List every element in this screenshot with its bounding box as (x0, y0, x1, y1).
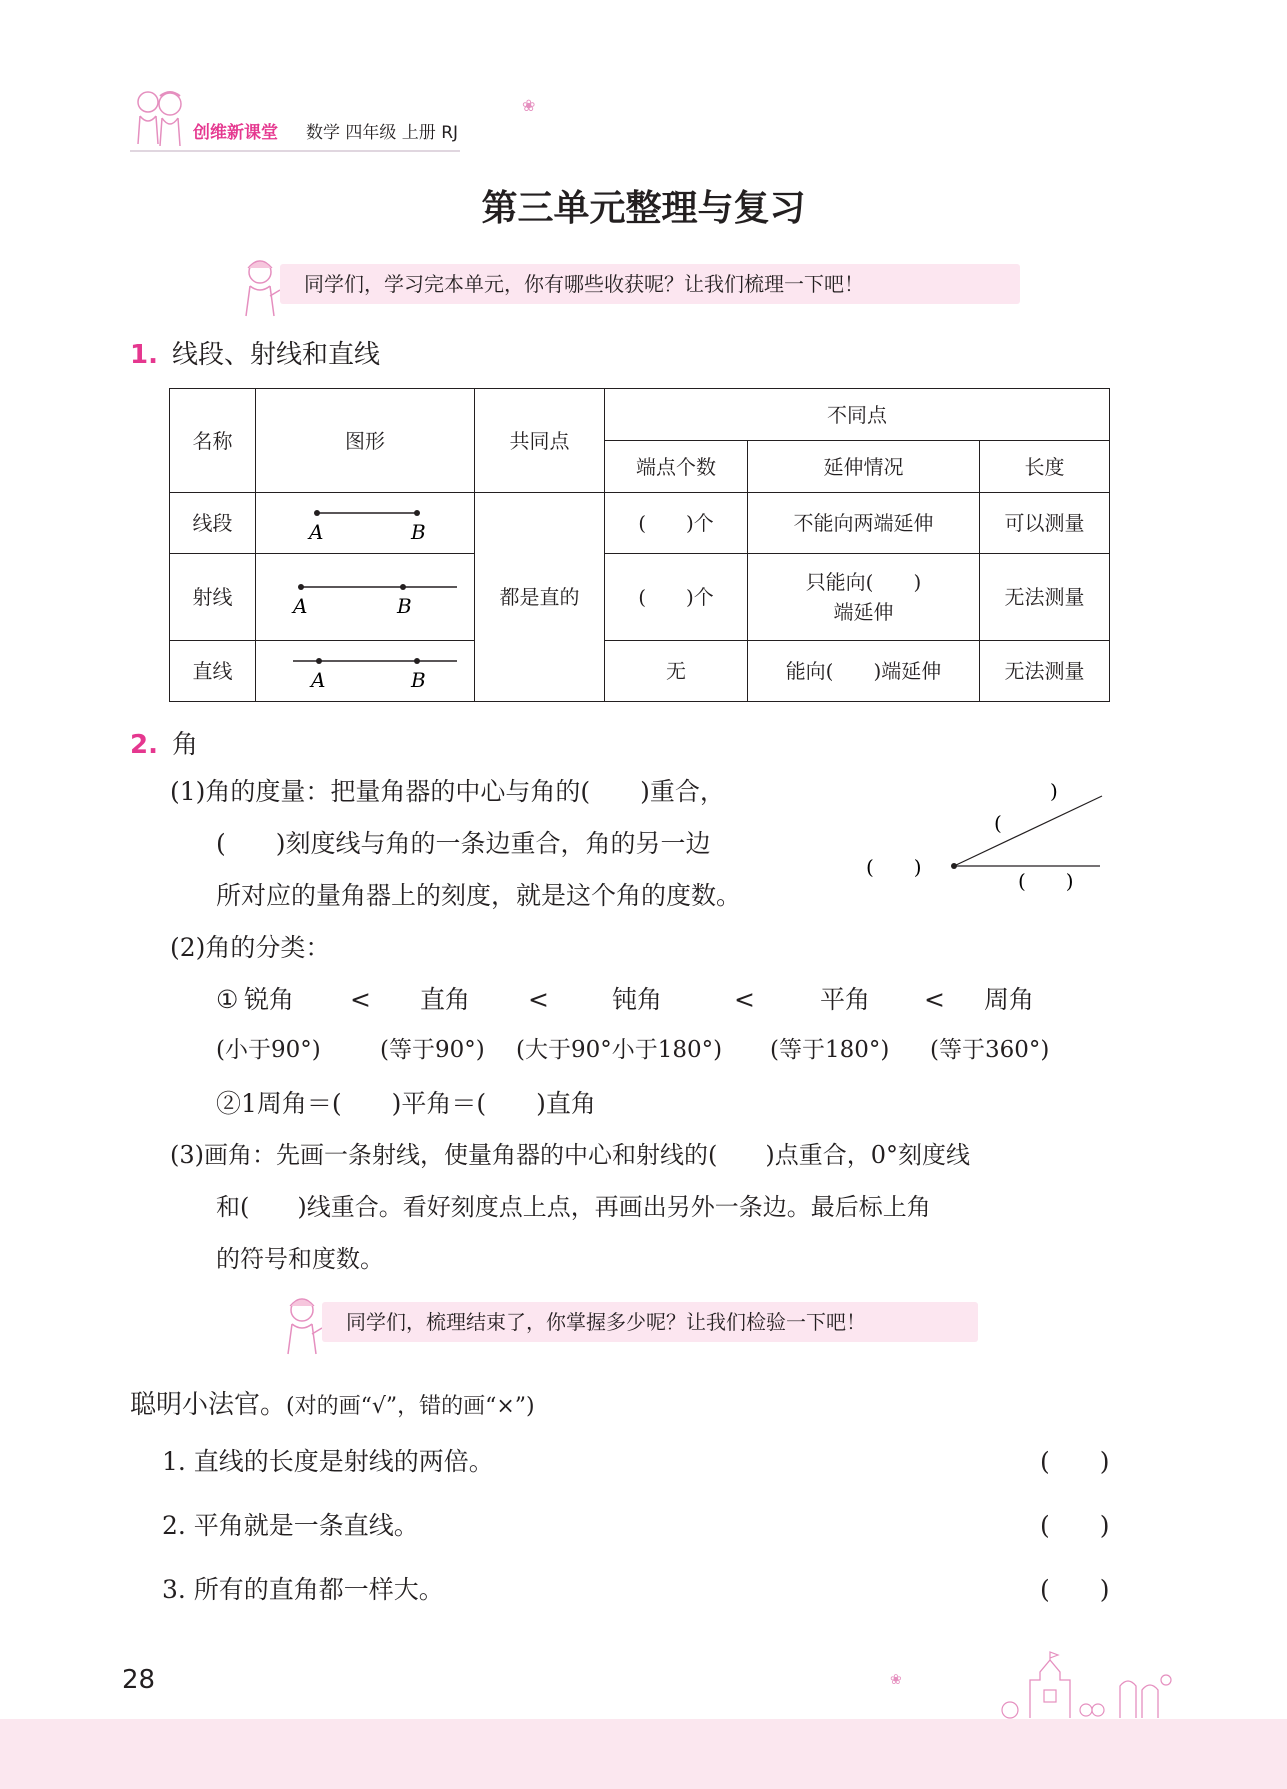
note-acute: (小于90°) (216, 1037, 321, 1063)
point-b-label: B (411, 668, 426, 692)
straight-angle: 平角 (820, 985, 871, 1014)
table-row (170, 493, 1110, 554)
top-right-paren: ) (1050, 779, 1058, 803)
point-a-label: A (311, 668, 326, 692)
bottom-paren: ( ) (1018, 869, 1074, 893)
header-extension: 延伸情况 (748, 441, 980, 493)
row-name: 射线 (170, 554, 256, 641)
quiz-hint: (对的画“√”，错的画“×”) (286, 1394, 535, 1419)
footer-band (0, 1719, 1287, 1789)
measure-line-2: ( )刻度线与角的一条边重合，角的另一边 (216, 829, 711, 858)
top-left-paren: ( (994, 811, 1002, 835)
butterfly-icon: ❀ (522, 96, 536, 115)
quiz-title: 聪明小法官。 (130, 1390, 287, 1420)
header-endpoints: 端点个数 (605, 441, 748, 493)
section-2-heading (130, 724, 198, 761)
subject-label: 数学 四年级 上册 RJ (306, 123, 459, 143)
review-banner: 同学们，梳理结束了，你掌握多少呢？让我们检验一下吧！ (322, 1302, 978, 1342)
quiz-item-3: 3. 所有的直角都一样大。 (162, 1575, 444, 1604)
header-name: 名称 (170, 389, 256, 493)
quiz-item-2: 2. 平角就是一条直线。 (162, 1511, 419, 1540)
segment-figure (256, 493, 475, 554)
brand-name: 创维新课堂 (193, 123, 278, 143)
note-full: (等于360°) (930, 1037, 1050, 1063)
draw-line-2: 和( )线重合。看好刻度点上点，再画出另外一条边。最后标上角 (216, 1193, 931, 1221)
header-common: 共同点 (475, 389, 605, 493)
draw-line-1: (3)画角：先画一条射线，使量角器的中心和射线的( )点重合，0°刻度线 (170, 1141, 970, 1169)
full-angle: 周角 (984, 985, 1035, 1014)
point-a-label: A (293, 594, 308, 618)
section-2-title: 角 (171, 730, 198, 760)
page-number: 28 (122, 1665, 156, 1695)
row-name: 直线 (170, 641, 256, 702)
answer-blank-1[interactable]: ( ) (1040, 1447, 1110, 1476)
circle-one: ① (216, 985, 239, 1014)
table-row (170, 554, 1110, 641)
angle-figure (860, 770, 1136, 900)
header-rule (130, 150, 460, 152)
section-1-title: 线段、射线和直线 (171, 340, 380, 370)
quiz-heading (130, 1384, 535, 1421)
row-extension: 不能向两端延伸 (748, 493, 980, 554)
page-title: 第三单元整理与复习 (481, 188, 806, 229)
vertex-paren: ( ) (866, 855, 922, 879)
less-than-sign: < (528, 985, 549, 1014)
header-figure: 图形 (256, 389, 475, 493)
row-name: 线段 (170, 493, 256, 554)
ray-figure (256, 554, 475, 641)
angle-relation: ②1周角＝( )平角＝( )直角 (216, 1089, 596, 1118)
row-length: 无法测量 (980, 641, 1110, 702)
section-1-heading (130, 334, 380, 371)
measure-line-3: 所对应的量角器上的刻度，就是这个角的度数。 (216, 881, 742, 910)
extension-line-1: 只能向( ) (805, 570, 922, 594)
line-figure (256, 641, 475, 702)
section-1-number: 1. (130, 340, 158, 370)
row-endpoints: 无 (605, 641, 748, 702)
row-extension: 能向( )端延伸 (748, 641, 980, 702)
table-row (170, 641, 1110, 702)
row-endpoints: ( )个 (605, 493, 748, 554)
measure-line-1: (1)角的度量：把量角器的中心与角的( )重合， (170, 777, 725, 806)
answer-blank-3[interactable]: ( ) (1040, 1575, 1110, 1604)
lines-comparison-table (169, 388, 1110, 702)
quiz-item-1: 1. 直线的长度是射线的两倍。 (162, 1447, 494, 1476)
row-length: 无法测量 (980, 554, 1110, 641)
row-endpoints: ( )个 (605, 554, 748, 641)
mascot-icon (278, 1294, 324, 1358)
header-differences: 不同点 (605, 389, 1110, 441)
note-straight: (等于180°) (770, 1037, 890, 1063)
right-angle: 直角 (420, 985, 471, 1014)
answer-blank-2[interactable]: ( ) (1040, 1511, 1110, 1540)
point-b-label: B (411, 520, 426, 544)
row-length: 可以测量 (980, 493, 1110, 554)
header-length: 长度 (980, 441, 1110, 493)
note-obtuse: (大于90°小于180°) (516, 1037, 723, 1063)
obtuse-angle: 钝角 (612, 985, 663, 1014)
less-than-sign: < (734, 985, 755, 1014)
intro-banner: 同学们，学习完本单元，你有哪些收获呢？让我们梳理一下吧！ (280, 264, 1020, 304)
less-than-sign: < (924, 985, 945, 1014)
draw-line-3: 的符号和度数。 (216, 1245, 384, 1273)
kids-logo-icon (128, 86, 190, 150)
common-feature: 都是直的 (475, 493, 605, 702)
point-a-label: A (309, 520, 324, 544)
castle-decoration-icon (990, 1650, 1180, 1720)
note-right: (等于90°) (380, 1037, 485, 1063)
point-b-label: B (397, 594, 412, 618)
extension-line-2: 端延伸 (833, 600, 894, 624)
classify-title: (2)角的分类： (170, 933, 331, 962)
acute-angle: 锐角 (244, 985, 295, 1014)
butterfly-icon: ❀ (890, 1672, 902, 1688)
section-2-number: 2. (130, 730, 158, 760)
mascot-icon (236, 256, 282, 320)
row-extension (748, 554, 980, 641)
less-than-sign: < (350, 985, 371, 1014)
